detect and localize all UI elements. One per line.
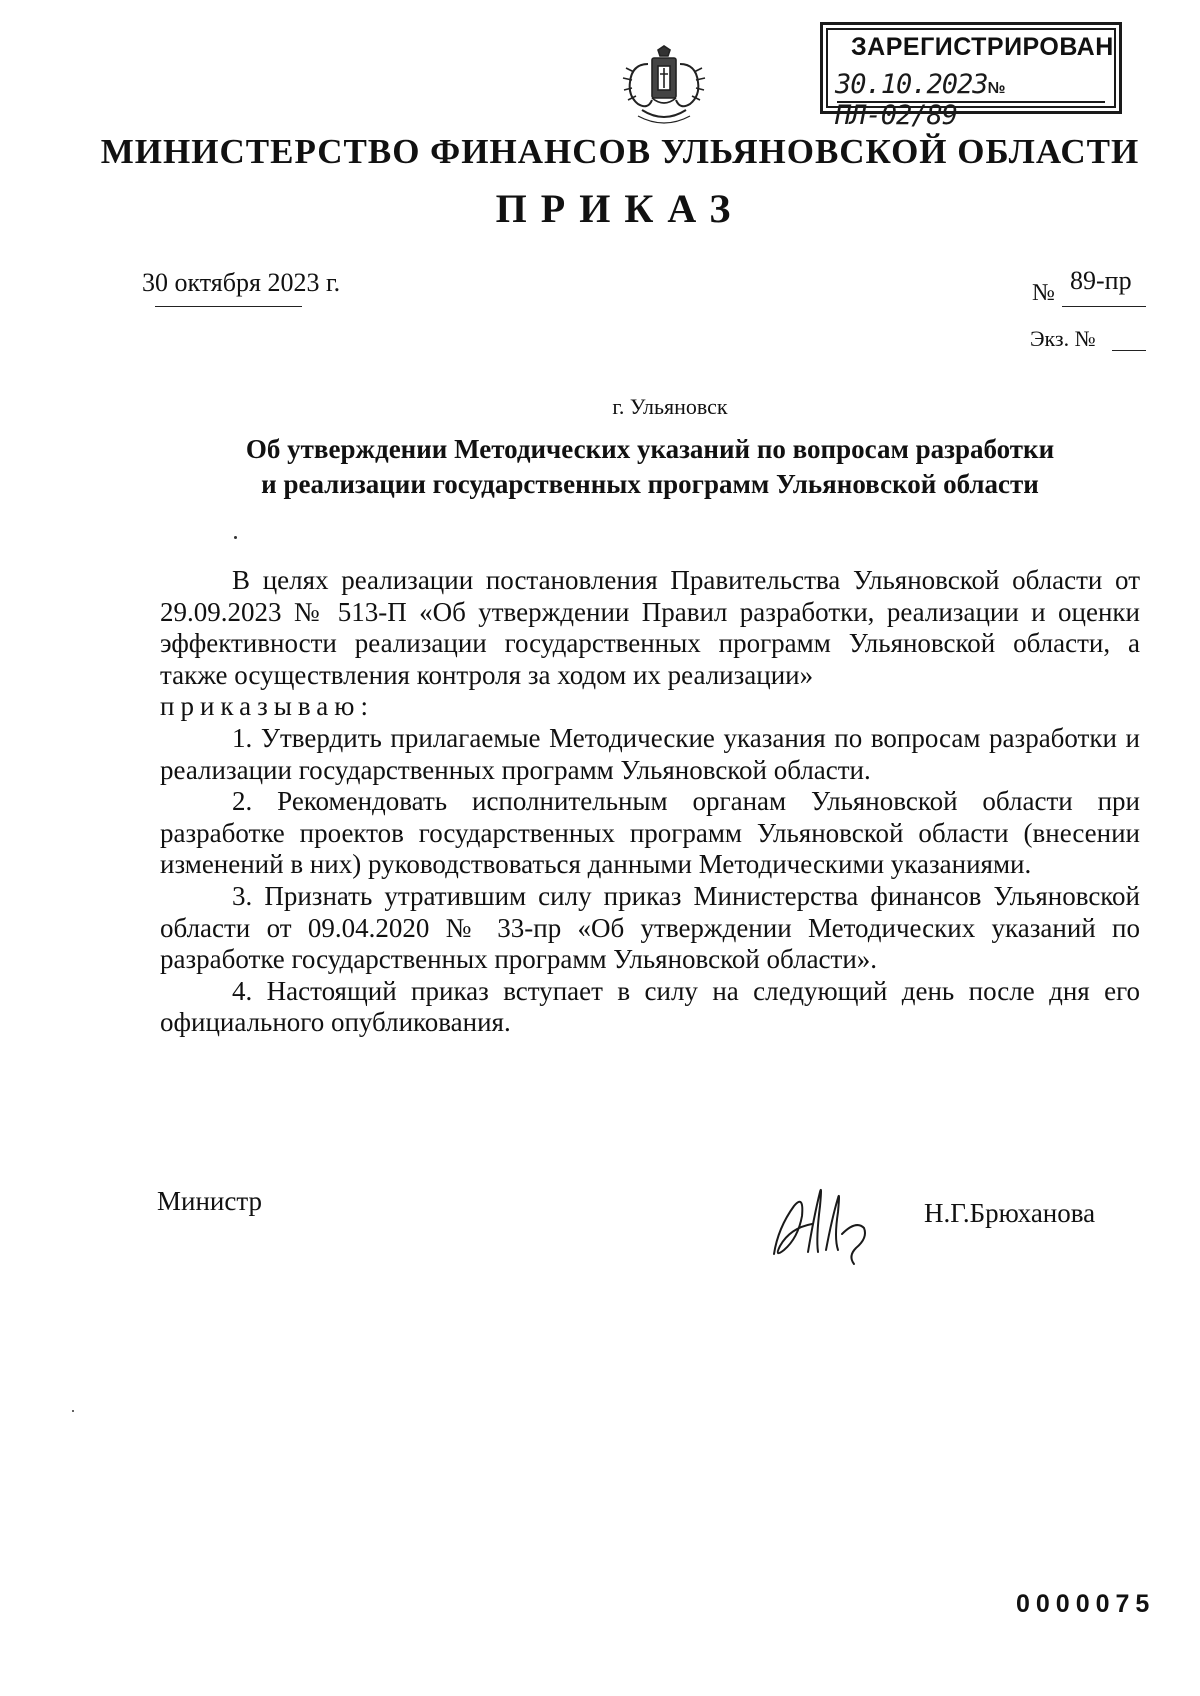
city: г. Ульяновск <box>612 394 728 419</box>
handwritten-signature-icon <box>768 1176 878 1268</box>
item-4: 4. Настоящий приказ вступает в силу на следующий день после дня его официального опубликования. <box>160 975 1140 1038</box>
item-3: 3. Признать утратившим силу приказ Министерства финансов Ульяновской области от 09.04.2020 № 33-пр «Об утверждении Методических указаний по разработке государственных программ Ульяновской области». <box>160 880 1140 975</box>
signer-name: Н.Г.Брюханова <box>924 1198 1096 1228</box>
organization-name: МИНИСТЕРСТВО ФИНАНСОВ УЛЬЯНОВСКОЙ ОБЛАСТИ <box>100 132 1140 171</box>
date-underline <box>155 306 302 307</box>
preamble-text: В целях реализации постановления Правительства Ульяновской области от 29.09.2023 № 513-П «Об утверждении Правил разработки, реализации и оценки эффективности реализации государственных программ Ульяновской области, а также осуществления контроля за ходом их реализации» <box>160 565 1140 690</box>
document-body <box>160 565 1140 1039</box>
item-1: 1. Утвердить прилагаемые Методические указания по вопросам разработки и реализации государственных программ Ульяновской области. <box>160 722 1140 785</box>
number-underline <box>1062 306 1146 307</box>
document-title <box>150 432 1150 502</box>
order-number-label: № <box>1032 280 1055 306</box>
copy-number-label: Экз. № <box>1030 326 1096 351</box>
stamp-title: ЗАРЕГИСТРИРОВАН <box>851 33 1114 61</box>
order-word: приказываю: <box>160 691 374 722</box>
registration-stamp <box>820 22 1122 131</box>
item-2: 2. Рекомендовать исполнительным органам Ульяновской области при разработке проектов государственных программ Ульяновской области (внесении изменений в них) руководствоваться данными Методическими указаниями. <box>160 786 1140 880</box>
preamble-paragraph <box>160 565 1140 691</box>
order-date: 30 октября 2023 г. <box>142 268 341 297</box>
stamp-number-sign: № <box>987 80 1005 97</box>
stamp-handwritten-line <box>835 69 1105 131</box>
stamp-reg-number: ПЛ-02/89 <box>835 100 958 131</box>
scan-speck <box>234 536 237 539</box>
document-type: ПРИКАЗ <box>495 186 745 231</box>
scan-speck <box>72 1410 74 1412</box>
stamp-date: 30.10.2023 <box>835 69 988 100</box>
order-word-paragraph <box>160 691 1140 723</box>
copy-number-underline <box>1112 350 1146 351</box>
page-code: 0000075 <box>1016 1590 1156 1618</box>
title-line-1: Об утверждении Методических указаний по вопросам разработки <box>245 434 1055 464</box>
title-line-2: и реализации государственных программ Ульяновской области <box>261 469 1039 499</box>
stamp-underline <box>837 101 1105 103</box>
signer-role: Министр <box>157 1186 262 1216</box>
coat-of-arms-icon <box>618 44 710 132</box>
order-number: 89-пр <box>1070 266 1132 295</box>
